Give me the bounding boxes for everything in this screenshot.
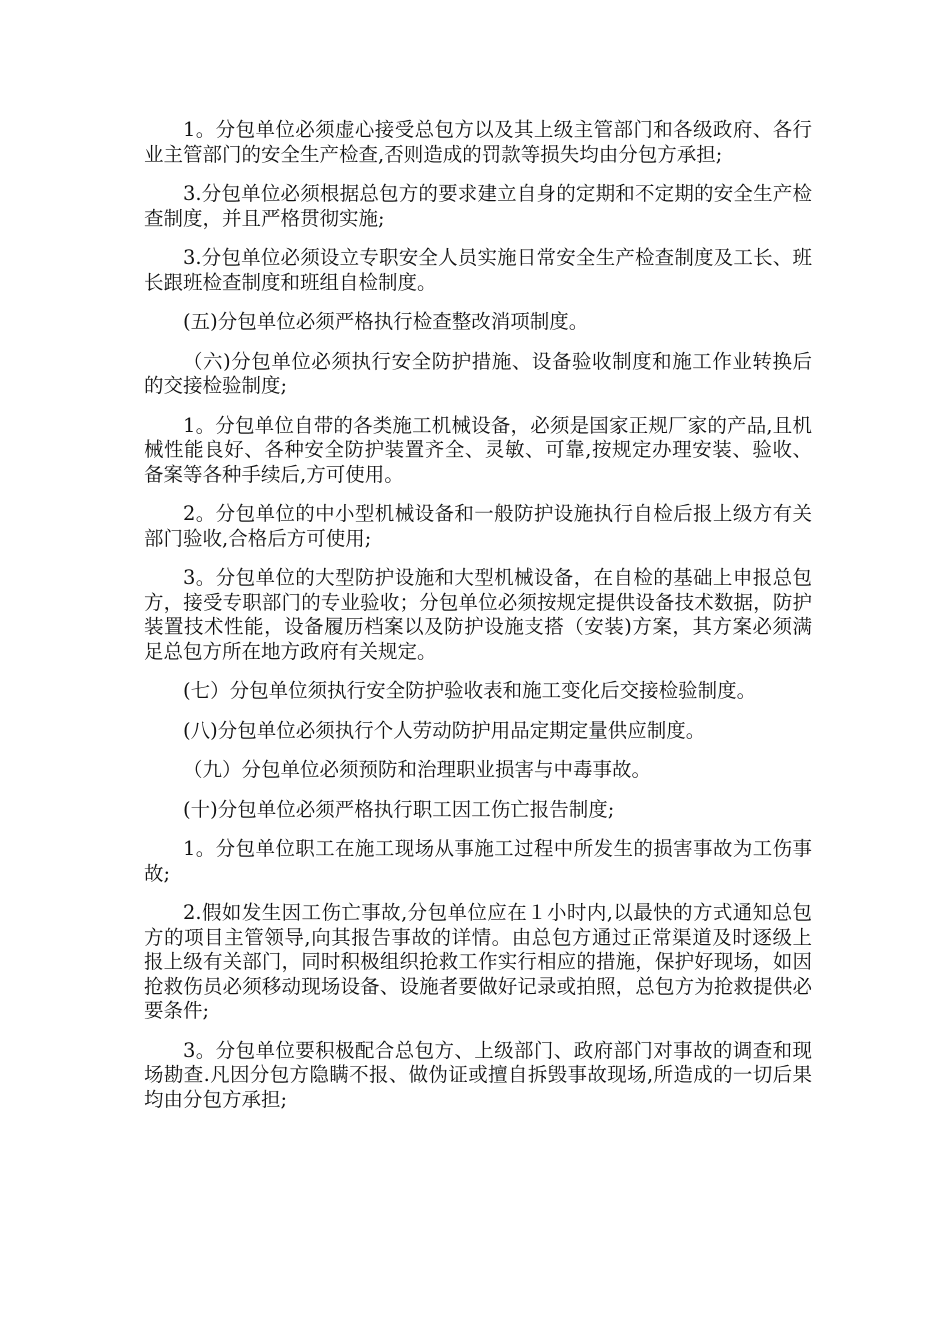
paragraph-9: (七）分包单位须执行安全防护验收表和施工变化后交接检验制度。 (183, 679, 757, 702)
paragraph-6: 1。分包单位自带的各类施工机械设备，必须是国家正规厂家的产品,且机械性能良好、各种安全防护装置齐全、灵敏、可靠,按规定办理安装、验收、备案等各种手续后,方可使用。 (144, 413, 812, 486)
paragraph-8: 3。分包单位的大型防护设施和大型机械设备，在自检的基础上申报总包方，接受专职部门的专业验收；分包单位必须按规定提供设备技术数据，防护装置技术性能，设备履历档案以及防护设施支搭（安装)方案，其方案必须满足总包方所在地方政府有关规定。 (144, 566, 812, 663)
paragraph-13: 1。分包单位职工在施工现场从事施工过程中所发生的损害事故为工伤事故; (144, 837, 812, 885)
paragraph-7: 2。分包单位的中小型机械设备和一般防护设施执行自检后报上级方有关部门验收,合格后方可使用; (144, 502, 812, 550)
paragraph-11: （九）分包单位必须预防和治理职业损害与中毒事故。 (183, 758, 652, 781)
paragraph-4: (五)分包单位必须严格执行检查整改消项制度。 (183, 310, 589, 333)
paragraph-2: 3.分包单位必须根据总包方的要求建立自身的定期和不定期的安全生产检查制度，并且严格贯彻实施; (144, 182, 812, 230)
paragraph-12: (十)分包单位必须严格执行职工因工伤亡报告制度; (183, 797, 615, 821)
paragraph-3: 3.分包单位必须设立专职安全人员实施日常安全生产检查制度及工长、班长跟班检查制度和班组自检制度。 (144, 246, 812, 294)
paragraph-5: （六)分包单位必须执行安全防护措施、设备验收制度和施工作业转换后的交接检验制度; (144, 349, 812, 397)
paragraph-14: 2.假如发生因工伤亡事故,分包单位应在１小时内,以最快的方式通知总包方的项目主管领导,向其报告事故的详情。由总包方通过正常渠道及时逐级上报上级有关部门，同时积极组织抢救工作实行相应的措施，保护好现场，如因抢救伤员必须移动现场设备、设施者要做好记录或拍照，总包方为抢救提供必要条件; (144, 901, 812, 1022)
paragraph-15: 3。分包单位要积极配合总包方、上级部门、政府部门对事故的调查和现场勘查.凡因分包方隐瞒不报、做伪证或擅自拆毁事故现场,所造成的一切后果均由分包方承担; (144, 1038, 812, 1111)
paragraph-1: 1。分包单位必须虚心接受总包方以及其上级主管部门和各级政府、各行业主管部门的安全生产检查,否则造成的罚款等损失均由分包方承担; (144, 118, 812, 166)
paragraph-10: (八)分包单位必须执行个人劳动防护用品定期定量供应制度。 (183, 718, 706, 742)
document-body (144, 118, 812, 1127)
